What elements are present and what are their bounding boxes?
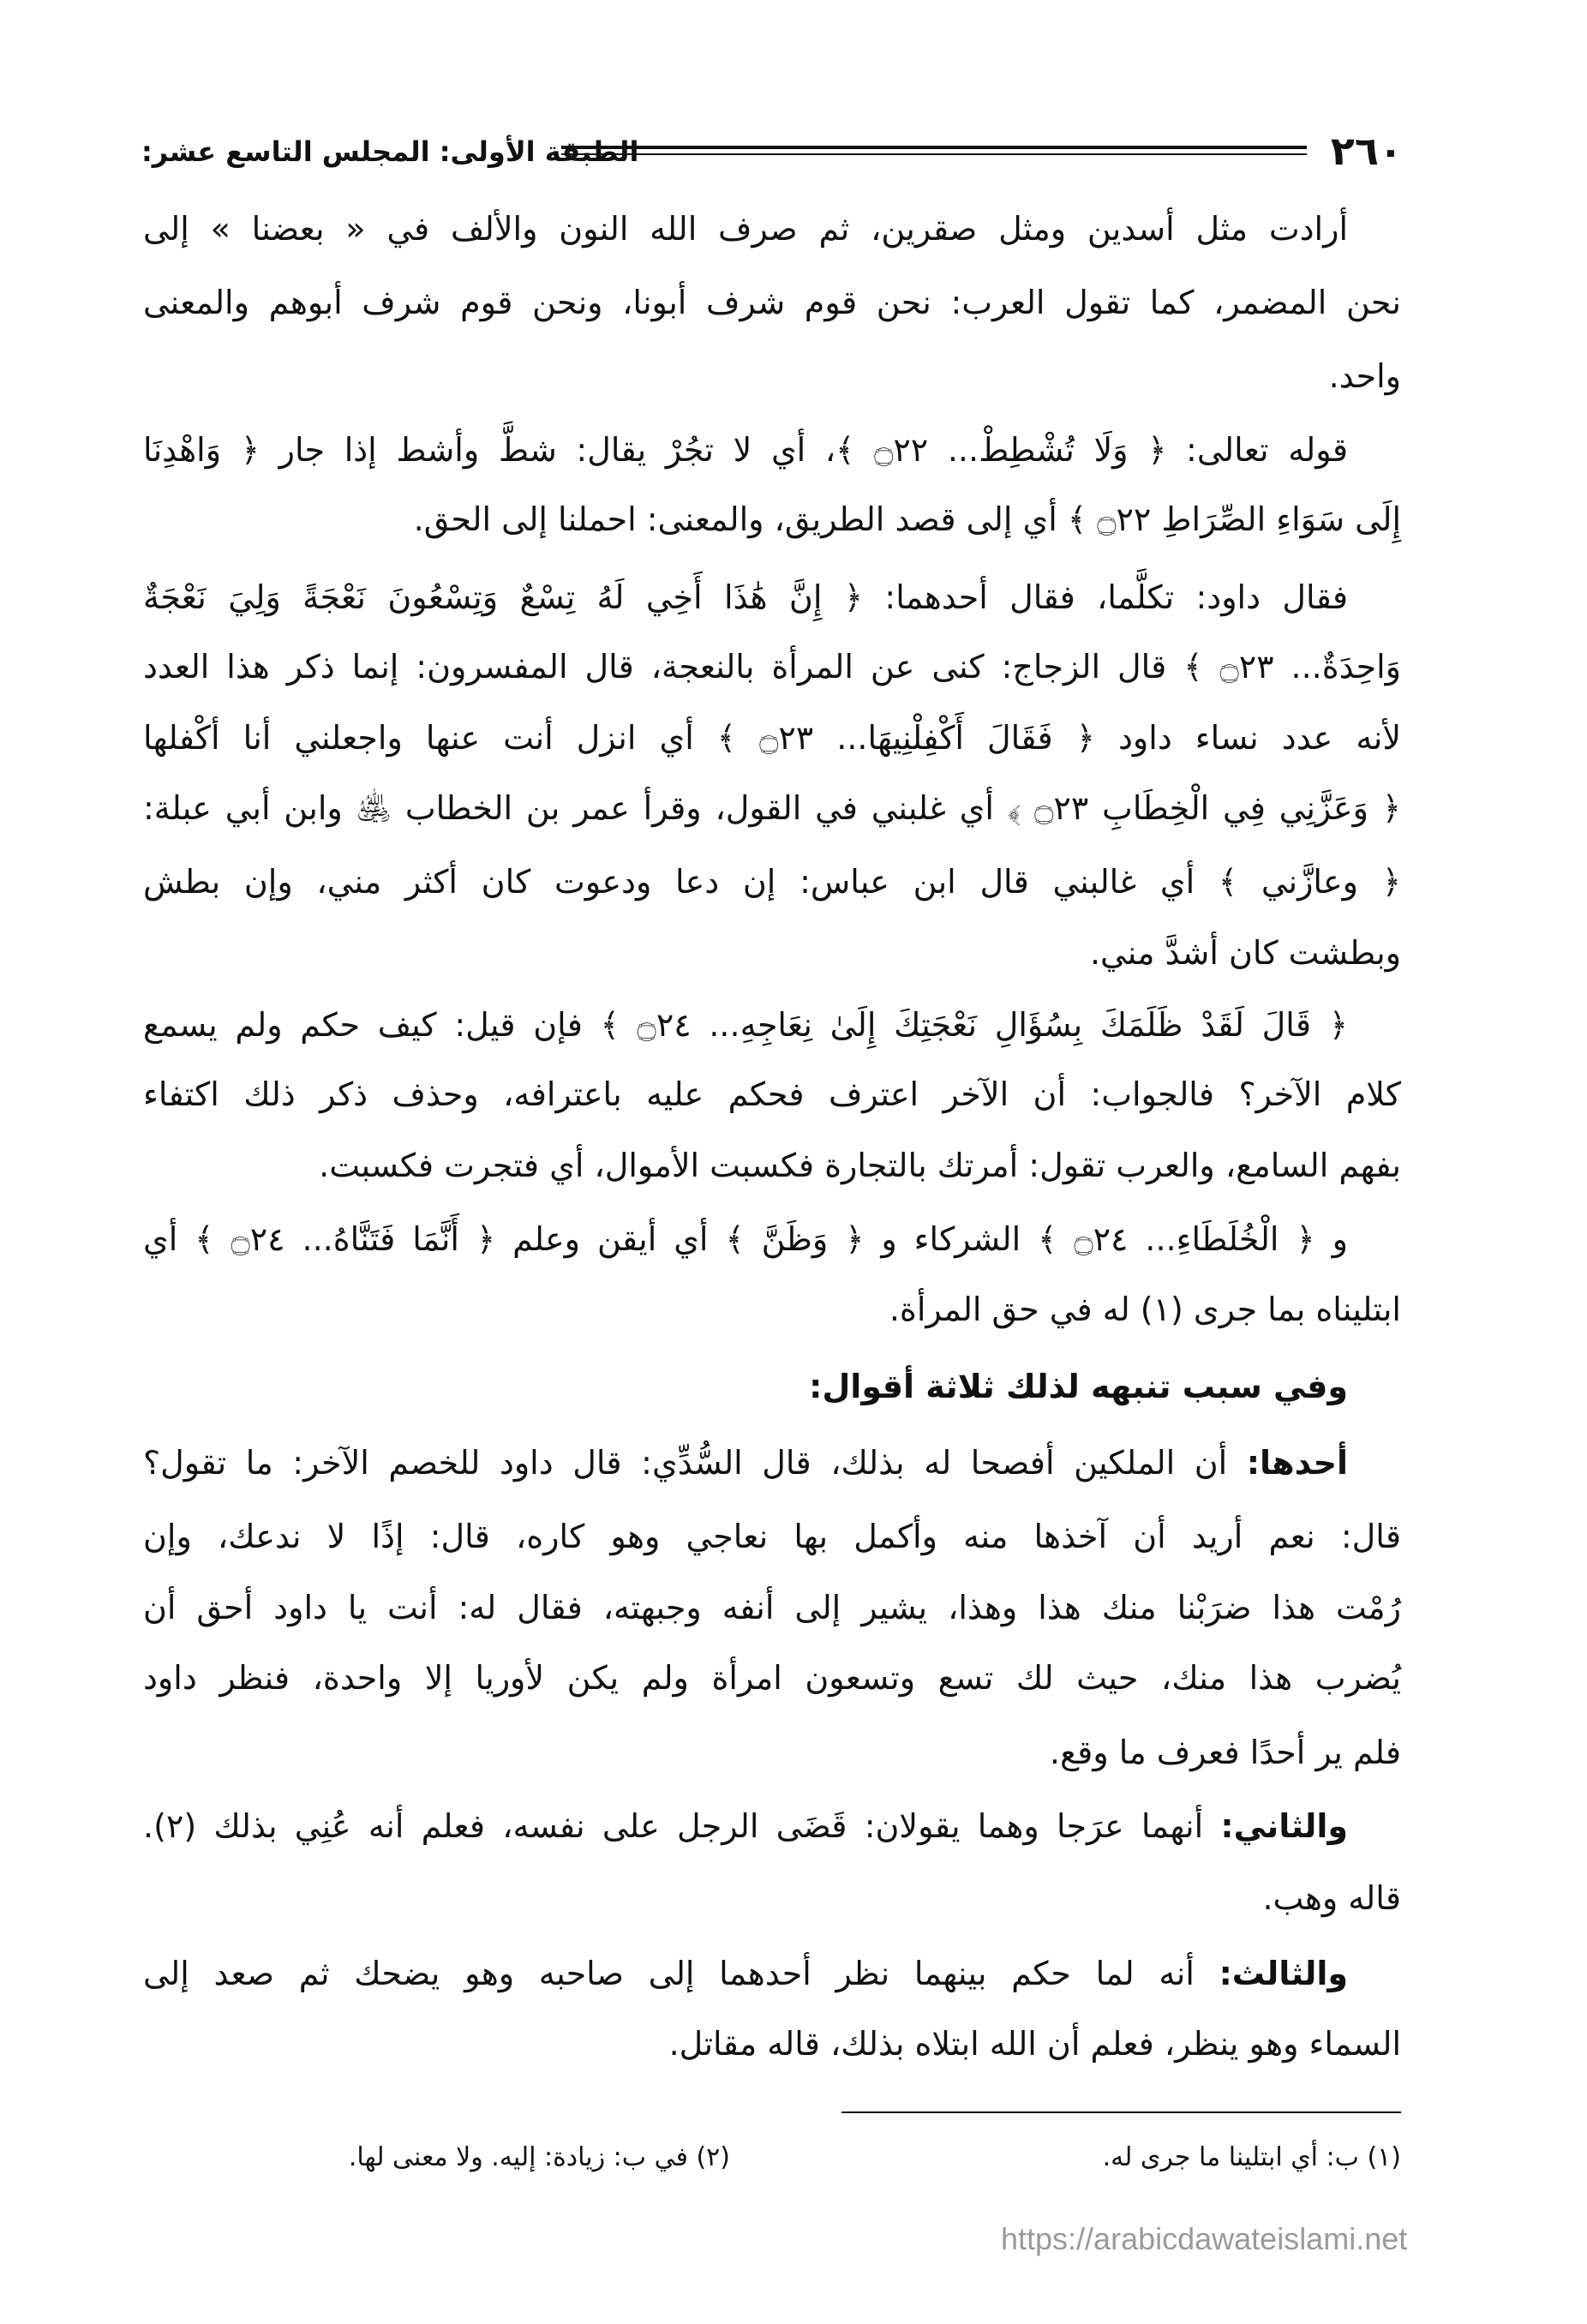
paragraph-lead: والثالث: <box>1219 1955 1348 1992</box>
text-line-content <box>1050 1722 1401 1782</box>
text-line <box>143 778 1401 838</box>
text-line-content <box>143 1648 1401 1708</box>
text-line-content <box>143 637 1401 697</box>
line-text: وَاحِدَةٌ... ۝٢٣ ﴾ قال الزجاج: كنى عن المرأة بالنعجة، قال المفسرون: إنما ذكر هذا العدد <box>143 648 1401 686</box>
text-line-content <box>143 1209 1348 1269</box>
line-text: قوله تعالى: ﴿ وَلَا تُشْطِطْ... ۝٢٢ ﴾، أي لا تجُرْ يقال: شطَّ وأشط إذا جار ﴿ وَاهْدِنَا <box>143 431 1348 469</box>
text-line-content <box>889 1279 1401 1339</box>
line-text: قاله وهب. <box>1262 1879 1401 1917</box>
text-line <box>143 489 1401 549</box>
text-line-content <box>414 489 1401 549</box>
text-line-content <box>143 199 1348 259</box>
line-text: أرادت مثل أسدين ومثل صقرين، ثم صرف الله النون والألف في « بعضنا » إلى <box>143 210 1348 248</box>
text-line <box>143 199 1401 259</box>
line-text: فقال داود: تكلَّما، فقال أحدهما: ﴿ إِنَّ هَٰذَا أَخِي لَهُ تِسْعٌ وَتِسْعُونَ نَعْجَةً وَلِيَ نَعْجَةٌ <box>143 578 1348 616</box>
line-text: إِلَى سَوَاءِ الصِّرَاطِ ۝٢٢ ﴾ أي إلى قصد الطريق، والمعنى: احملنا إلى الحق. <box>413 500 1401 538</box>
line-text: نحن المضمر، كما تقول العرب: نحن قوم شرف أبونا، ونحن قوم شرف أبوهم والمعنى <box>143 284 1401 321</box>
page-number: ٢٦٠ <box>1330 128 1403 174</box>
text-line-content <box>143 1578 1401 1638</box>
line-text: أنه لما حكم بينهما نظر أحدهما إلى صاحبه وهو يضحك ثم صعد إلى <box>143 1955 1219 1992</box>
line-text: السماء وهو ينظر، فعلم أن الله ابتلاه بذلك، قاله مقاتل. <box>668 2025 1401 2063</box>
text-line-content <box>143 1064 1401 1124</box>
running-header <box>141 127 1403 175</box>
line-text: وفي سبب تنبهه لذلك ثلاثة أقوال: <box>809 1368 1348 1405</box>
text-line <box>143 995 1401 1055</box>
text-line-content <box>143 708 1401 768</box>
watermark-url: https://arabicdawateislami.net <box>1001 2221 1408 2256</box>
line-text: يُضرب هذا منك، حيث لك تسع وتسعون امرأة ولم يكن لأوريا إلا واحدة، فنظر داود <box>143 1659 1401 1697</box>
text-line-content <box>143 420 1348 480</box>
line-text: وبطشت كان أشدَّ مني. <box>1089 934 1401 972</box>
text-line <box>143 1944 1401 2004</box>
text-line-content <box>143 1433 1348 1493</box>
text-line-content <box>1329 346 1401 406</box>
text-line <box>143 1578 1401 1638</box>
text-line <box>143 1433 1401 1493</box>
text-line-content <box>143 852 1401 912</box>
line-text: بفهم السامع، والعرب تقول: أمرتك بالتجارة فكسبت الأموال، أي فتجرت فكسبت. <box>319 1147 1401 1184</box>
text-line <box>143 2014 1401 2074</box>
text-line <box>143 708 1401 768</box>
line-text: ابتليناه بما جرى (١) له في حق المرأة. <box>889 1291 1401 1328</box>
header-rule-thin <box>561 153 1307 155</box>
text-line-content <box>143 1944 1348 2004</box>
text-line-content <box>143 1506 1401 1566</box>
paragraph-lead: أحدها: <box>1246 1444 1348 1482</box>
line-text: و ﴿ الْخُلَطَاءِ... ۝٢٤ ﴾ الشركاء و ﴿ وَظَنَّ ﴾ أي أيقن وعلم ﴿ أَنَّمَا فَتَنَّاهُ... ۝٢٤ ﴾ أي <box>143 1220 1348 1258</box>
line-text: كلام الآخر؟ فالجواب: أن الآخر اعترف فحكم عليه باعترافه، وحذف ذكر ذلك اكتفاء <box>143 1075 1401 1113</box>
text-line <box>143 1209 1401 1269</box>
line-text: أنهما عرَجا وهما يقولان: قَضَى الرجل على نفسه، فعلم أنه عُنِي بذلك (٢). <box>143 1807 1221 1845</box>
text-line-content <box>319 1135 1401 1195</box>
header-rule <box>561 146 1307 149</box>
text-line <box>143 1135 1401 1195</box>
text-line-content <box>143 273 1401 332</box>
text-line-content <box>143 567 1348 627</box>
line-text: ﴿ وعازَّني ﴾ أي غالبني قال ابن عباس: إن دعا ودعوت كان أكثر مني، وإن بطش <box>143 863 1401 901</box>
line-text: لأنه عدد نساء داود ﴿ فَقَالَ أَكْفِلْنِيهَا... ۝٢٣ ﴾ أي انزل أنت عنها واجعلني أنا أكْفلها <box>143 719 1401 757</box>
running-title: الطبقة الأولى: المجلس التاسع عشر: <box>141 135 639 168</box>
text-line <box>143 852 1401 912</box>
footnote-1: (١) ب: أي ابتلينا ما جرى له. <box>1102 2142 1401 2172</box>
line-text: ﴿ قَالَ لَقَدْ ظَلَمَكَ بِسُؤَالِ نَعْجَتِكَ إِلَىٰ نِعَاجِهِ... ۝٢٤ ﴾ فإن قيل: كيف حكم ولم يسمع <box>143 1006 1348 1044</box>
text-line-content <box>669 2014 1401 2074</box>
text-line-content <box>143 778 1401 838</box>
line-text: قال: نعم أريد أن آخذها منه وأكمل بها نعاجي وهو كاره، قال: إذًا لا ندعك، وإن <box>143 1518 1401 1555</box>
text-line <box>143 1064 1401 1124</box>
text-line <box>143 567 1401 627</box>
text-line <box>143 1796 1401 1856</box>
text-line-content <box>1262 1868 1401 1928</box>
text-line <box>143 1648 1401 1708</box>
text-line <box>143 420 1401 480</box>
text-line-content <box>809 1357 1348 1417</box>
line-text: فلم ير أحدًا فعرف ما وقع. <box>1049 1734 1401 1771</box>
line-text: رُمْت هذا ضرَبْنا منك هذا وهذا، يشير إلى أنفه وجبهته، فقال له: أنت يا داود أحق أن <box>143 1589 1401 1626</box>
text-line-content <box>1090 923 1401 983</box>
text-line <box>143 1279 1401 1339</box>
line-text: أن الملكين أفصحا له بذلك، قال السُّدِّي: قال داود للخصم الآخر: ما تقول؟ <box>143 1444 1247 1482</box>
footnote-2: (٢) في ب: زيادة: إليه. ولا معنى لها. <box>348 2142 730 2172</box>
paragraph-lead: والثاني: <box>1220 1807 1348 1845</box>
text-line <box>143 1722 1401 1782</box>
text-line <box>143 923 1401 983</box>
line-text: ﴿ وَعَزَّنِي فِي الْخِطَابِ ۝٢٣ ﴾ أي غلبني في القول، وقرأ عمر بن الخطاب ﵁ وابن أبي عبلة: <box>143 789 1401 827</box>
text-line <box>143 1868 1401 1928</box>
text-line <box>143 273 1401 332</box>
text-line-content <box>143 1796 1348 1856</box>
line-text: واحد. <box>1328 357 1401 395</box>
footnote-separator <box>841 2111 1401 2113</box>
text-line <box>143 1506 1401 1566</box>
text-line <box>143 637 1401 697</box>
text-line <box>143 1357 1401 1417</box>
text-line-content <box>143 995 1348 1055</box>
text-line <box>143 346 1401 406</box>
